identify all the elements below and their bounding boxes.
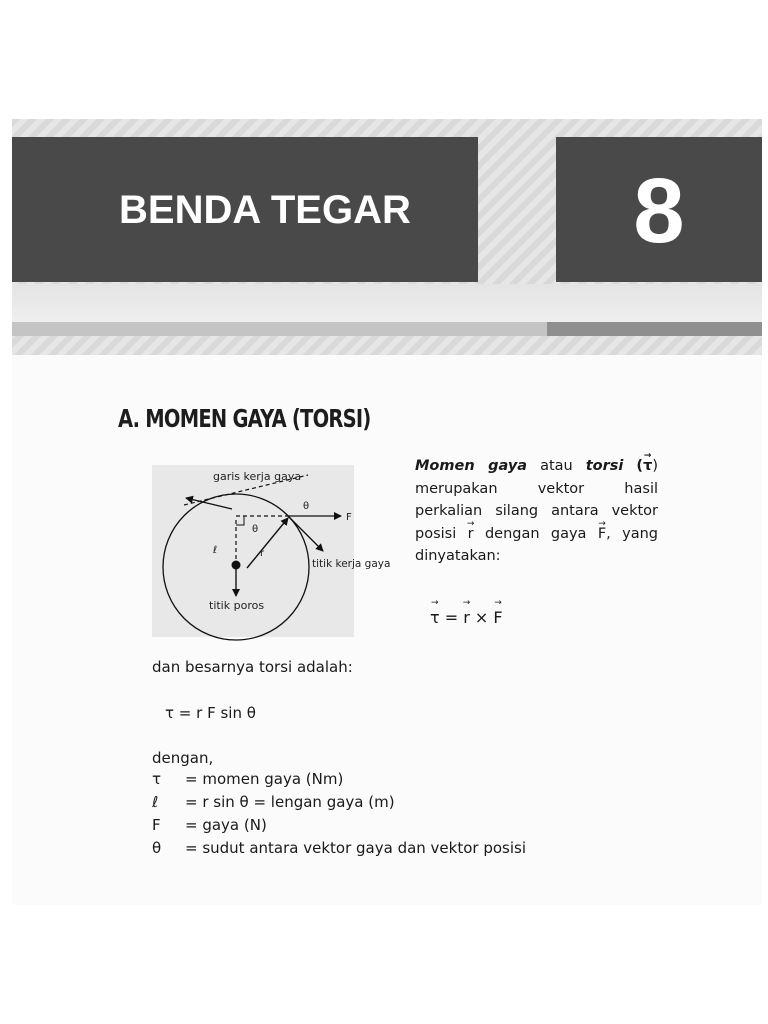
torque-diagram (152, 465, 391, 637)
label-theta-inner: θ (252, 524, 259, 535)
word-atau: atau (540, 458, 573, 474)
formula-tau: → τ (430, 608, 440, 627)
label-force: F (346, 512, 352, 523)
chapter-title: BENDA TEGAR (119, 188, 411, 232)
label-line-of-action: garis kerja gaya (213, 470, 302, 483)
right-angle-mark (236, 516, 244, 525)
label-point-of-application: titik kerja gaya (312, 558, 391, 570)
formula-r: → r (463, 608, 470, 627)
term-torsi: torsi (585, 458, 624, 474)
f-vector-symbol: → F (598, 523, 606, 546)
label-pivot: titik poros (209, 599, 265, 612)
torque-diagram-svg (152, 465, 391, 637)
pivot-point (232, 561, 241, 570)
tau-vector-symbol: → τ (643, 455, 652, 478)
book-page (12, 119, 762, 905)
formula-times: × (474, 608, 489, 627)
definition-text: = momen gaya (Nm) (185, 770, 344, 788)
intro-text-2: dengan gaya (484, 525, 587, 542)
chapter-number-box (556, 137, 762, 282)
r-vector-symbol: → r (468, 523, 474, 546)
header-band-fade (12, 284, 762, 324)
definition-symbol: F (152, 816, 161, 834)
label-ell: ℓ (213, 545, 218, 556)
header-stripe-dark (547, 322, 762, 336)
header-stripe (12, 322, 547, 336)
definition-text: = gaya (N) (185, 816, 267, 834)
open-paren: ( (636, 458, 644, 474)
intro-paragraph (415, 455, 658, 568)
cross-product-formula (430, 608, 503, 627)
intro-text-1: ) merupakan vektor hasil perkalian silang antara vektor posisi (415, 458, 658, 542)
formula-eq: = (444, 608, 459, 627)
magnitude-intro: dan besarnya torsi adalah: (152, 658, 353, 676)
definition-symbol: θ (152, 839, 162, 857)
definition-symbol: ℓ (152, 793, 159, 811)
definition-text: = r sin θ = lengan gaya (m) (185, 793, 395, 811)
section-heading: A. MOMEN GAYA (TORSI) (118, 404, 371, 433)
definitions-intro: dengan, (152, 749, 214, 767)
magnitude-formula: τ = r F sin θ (165, 704, 256, 722)
chapter-number: 8 (633, 160, 685, 262)
label-r: r (260, 548, 265, 559)
intro-text-3: , yang dinyatakan: (415, 525, 658, 564)
term-momen-gaya: Momen gaya (415, 458, 528, 474)
definition-text: = sudut antara vektor gaya dan vektor posisi (185, 839, 527, 857)
definition-symbol: τ (152, 770, 162, 788)
formula-f: → F (493, 608, 502, 627)
label-theta-top: θ (303, 501, 310, 512)
